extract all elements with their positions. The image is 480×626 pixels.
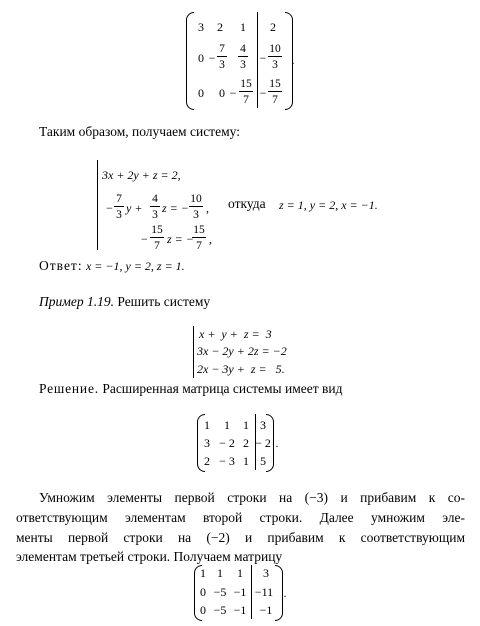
system-1-fraction bbox=[149, 224, 165, 252]
paragraph-line-2: ответствующим элементам второй строки. Далее умножим эле- bbox=[16, 510, 465, 525]
matrix-2-cell: 3 bbox=[260, 418, 266, 432]
system-1-fraction bbox=[191, 224, 207, 252]
matrix-2-cell: 1 bbox=[224, 418, 230, 432]
fraction-denominator: 3 bbox=[240, 59, 246, 71]
system-2-brace bbox=[193, 326, 194, 378]
matrix-1-sign: − bbox=[259, 86, 267, 100]
matrix-1-cell: 2 bbox=[217, 20, 223, 34]
matrix-1-cell: 0 bbox=[219, 86, 225, 100]
matrix-3-cell: 0 bbox=[200, 603, 206, 617]
matrix-1-end: . bbox=[291, 53, 295, 67]
example-text: Решить систему bbox=[117, 294, 211, 309]
solution-text: Расширенная матрица системы имеет вид bbox=[102, 381, 343, 396]
system-1-equation-1: 3x + 2y + z = 2, bbox=[102, 168, 181, 182]
matrix-3-cell: 1 bbox=[200, 566, 206, 580]
matrix-2-cell: − 2 bbox=[219, 436, 235, 450]
system-1-eq2-end: , bbox=[206, 201, 209, 215]
matrix-3-cell: −11 bbox=[254, 585, 274, 599]
paragraph-line-1: Умножим элементы первой строки на (−3) и прибавим к со- bbox=[39, 490, 465, 505]
matrix-3-end: . bbox=[283, 586, 287, 600]
system-1-eq2-z: z = − bbox=[162, 201, 189, 215]
matrix-2-cell: 3 bbox=[204, 436, 210, 450]
fraction-denominator: 7 bbox=[243, 94, 249, 106]
solution-line bbox=[39, 381, 343, 397]
matrix-1-cell: 0 bbox=[198, 86, 204, 100]
system-2-equation-3: 2x − 3y + z = 5. bbox=[197, 362, 285, 376]
matrix-1-sign: − bbox=[229, 86, 237, 100]
fraction-numerator: 4 bbox=[152, 193, 158, 205]
matrix-2-cell: 5 bbox=[260, 454, 266, 468]
matrix-2-cell: 2 bbox=[204, 454, 210, 468]
matrix-3-cell: 1 bbox=[217, 566, 223, 580]
system-1-eq3-sign: − bbox=[141, 232, 148, 246]
system-1-eq2-y: y + bbox=[126, 201, 143, 215]
matrix-1-cell: 1 bbox=[240, 20, 246, 34]
intro-system-text: Таким образом, получаем систему: bbox=[39, 124, 240, 139]
fraction-numerator: 10 bbox=[190, 193, 202, 205]
matrix-3-cell: −1 bbox=[233, 585, 247, 599]
system-1-eq3-z: z = − bbox=[167, 232, 194, 246]
fraction-numerator: 15 bbox=[151, 224, 163, 236]
fraction-denominator: 3 bbox=[116, 209, 122, 221]
fraction-denominator: 7 bbox=[272, 94, 278, 106]
matrix-2-cell: 1 bbox=[204, 418, 210, 432]
matrix-3-cell: 3 bbox=[263, 566, 269, 580]
system-1-eq2-sign: − bbox=[106, 201, 113, 215]
fraction-numerator: 15 bbox=[269, 78, 281, 90]
matrix-2-cell: 2 bbox=[243, 436, 249, 450]
matrix-3-cell: −5 bbox=[213, 603, 227, 617]
matrix-1-sign: − bbox=[208, 51, 216, 65]
fraction-numerator: 10 bbox=[269, 43, 281, 55]
solution-label: Решение. bbox=[39, 381, 99, 396]
fraction-numerator: 7 bbox=[219, 43, 225, 55]
paragraph-line-3: менты первой строки на (−2) и прибавим к соответствующим bbox=[16, 530, 465, 545]
matrix-1-cell: 2 bbox=[270, 20, 276, 34]
fraction-denominator: 3 bbox=[219, 59, 225, 71]
matrix-1-fraction bbox=[238, 78, 254, 106]
fraction-numerator: 4 bbox=[240, 43, 246, 55]
fraction-numerator: 15 bbox=[240, 78, 252, 90]
fraction-numerator: 7 bbox=[116, 193, 122, 205]
matrix-1-left-paren bbox=[186, 12, 194, 110]
answer-line bbox=[39, 258, 185, 274]
fraction-numerator: 15 bbox=[193, 224, 205, 236]
matrix-1-sign: − bbox=[259, 51, 267, 65]
matrix-3-cell: 0 bbox=[200, 585, 206, 599]
system-2-equation-2: 3x − 2y + 2z = −2 bbox=[197, 344, 287, 358]
matrix-2-cell: − 2 bbox=[255, 436, 271, 450]
fraction-denominator: 7 bbox=[154, 240, 160, 252]
matrix-1-fraction bbox=[267, 43, 283, 71]
matrix-2-cell: − 3 bbox=[219, 454, 235, 468]
matrix-2-cell: 1 bbox=[243, 454, 249, 468]
fraction-denominator: 7 bbox=[196, 240, 202, 252]
example-line bbox=[39, 294, 210, 310]
matrix-1-fraction bbox=[267, 78, 283, 106]
system-1-eq3-end: , bbox=[209, 232, 212, 246]
matrix-1-fraction bbox=[216, 43, 228, 71]
system-2-equation-1: x + y + z = 3 bbox=[199, 327, 272, 341]
answer-value: x = −1, y = 2, z = 1. bbox=[85, 259, 185, 273]
matrix-3-cell: −5 bbox=[213, 585, 227, 599]
paragraph-line-4: элементам третьей строки. Получаем матрицу bbox=[16, 549, 283, 564]
example-label: Пример 1.19. bbox=[39, 294, 114, 309]
matrix-3-cell: 1 bbox=[237, 566, 243, 580]
system-1-brace bbox=[97, 160, 98, 250]
matrix-1-cell: 3 bbox=[198, 20, 204, 34]
system-1-fraction bbox=[188, 193, 204, 221]
matrix-2-cell: 1 bbox=[243, 418, 249, 432]
system-1-solution: z = 1, y = 2, x = −1. bbox=[279, 198, 378, 212]
matrix-3-cell: −1 bbox=[259, 603, 273, 617]
fraction-denominator: 3 bbox=[193, 209, 199, 221]
answer-label: Ответ: bbox=[39, 258, 83, 273]
matrix-1-fraction bbox=[237, 43, 249, 71]
matrix-2-end: . bbox=[275, 436, 279, 450]
system-1-fraction bbox=[149, 193, 161, 221]
system-1-whence: откуда bbox=[228, 196, 266, 211]
fraction-denominator: 3 bbox=[272, 59, 278, 71]
fraction-denominator: 3 bbox=[152, 209, 158, 221]
matrix-3-cell: −1 bbox=[233, 603, 247, 617]
system-1-fraction bbox=[113, 193, 125, 221]
matrix-1-cell: 0 bbox=[198, 51, 204, 65]
